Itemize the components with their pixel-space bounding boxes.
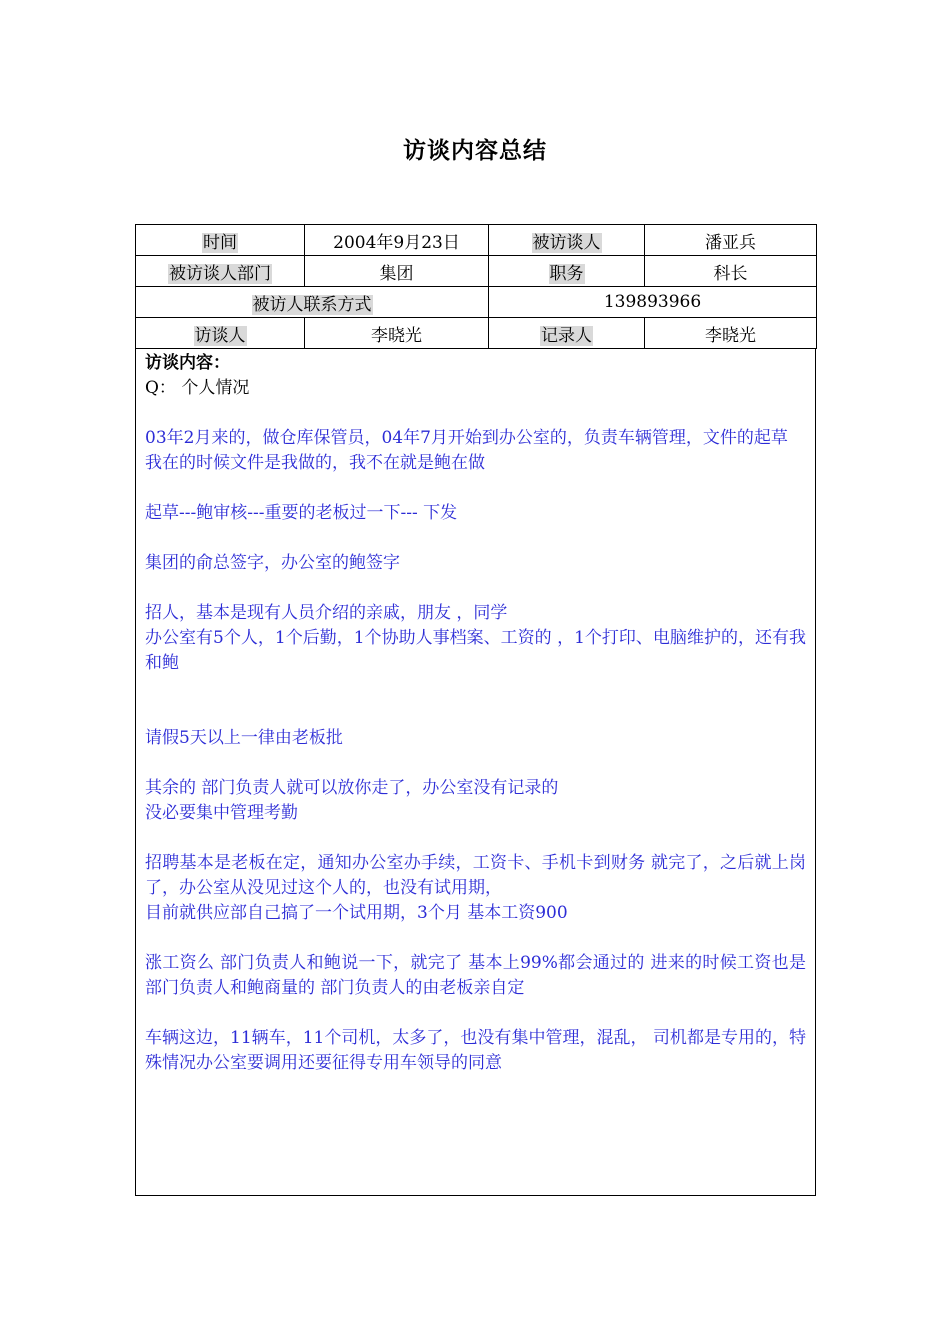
question: Q： 个人情况	[145, 378, 250, 398]
interviewer-value: 李晓光	[305, 318, 489, 349]
interviewer-label-cell	[136, 318, 305, 349]
contact-label: 被访人联系方式	[252, 294, 372, 315]
position-value: 科长	[645, 256, 817, 287]
time-label: 时间	[203, 232, 237, 253]
contact-label-cell	[136, 287, 489, 318]
paragraph: 集团的俞总签字，办公室的鲍签字	[145, 553, 400, 573]
dept-label-cell	[136, 256, 305, 287]
paragraph: 起草---鲍审核---重要的老板过一下--- 下发	[145, 503, 458, 523]
paragraph: 其余的 部门负责人就可以放你走了，办公室没有记录的	[145, 778, 559, 798]
spacer	[145, 1001, 806, 1026]
paragraph: 目前就供应部自己搞了一个试用期，3个月 基本工资900	[145, 903, 568, 923]
recorder-label-cell	[489, 318, 645, 349]
paragraph: 请假5天以上一律由老板批	[145, 728, 343, 748]
position-label-cell	[489, 256, 645, 287]
time-label-cell	[136, 225, 305, 256]
interview-content	[135, 349, 816, 1196]
spacer	[145, 401, 806, 426]
spacer	[145, 701, 806, 726]
spacer	[145, 926, 806, 951]
spacer	[145, 751, 806, 776]
dept-label: 被访谈人部门	[169, 263, 271, 284]
table-row	[136, 225, 817, 256]
interviewee-label: 被访谈人	[532, 232, 601, 253]
paragraph: 没必要集中管理考勤	[145, 803, 298, 823]
paragraph: 涨工资么 部门负责人和鲍说一下，就完了 基本上99%都会通过的 进来的时候工资也是部门负责人和鲍商量的 部门负责人的由老板亲自定	[145, 953, 806, 998]
recorder-value: 李晓光	[645, 318, 817, 349]
paragraph: 车辆这边，11辆车，11个司机，太多了，也没有集中管理，混乱， 司机都是专用的，特殊情况办公室要调用还要征得专用车领导的同意	[145, 1028, 806, 1073]
table-row	[136, 318, 817, 349]
document-title: 访谈内容总结	[403, 137, 547, 164]
time-value: 2004年9月23日	[305, 225, 489, 256]
interviewer-label: 访谈人	[194, 325, 246, 346]
interviewee-label-cell	[489, 225, 645, 256]
table-row	[136, 256, 817, 287]
spacer	[145, 526, 806, 551]
spacer	[145, 676, 806, 701]
paragraph: 我在的时候文件是我做的，我不在就是鲍在做	[145, 453, 485, 473]
content-heading: 访谈内容：	[145, 353, 230, 373]
spacer	[145, 826, 806, 851]
recorder-label: 记录人	[541, 325, 592, 346]
spacer	[145, 476, 806, 501]
paragraph: 招聘基本是老板在定，通知办公室办手续，工资卡、手机卡到财务 就完了，之后就上岗了，办公室从没见过这个人的，也没有试用期，	[145, 853, 806, 898]
table-row	[136, 287, 817, 318]
paragraph: 招人，基本是现有人员介绍的亲戚，朋友 ，同学	[145, 603, 508, 623]
paragraph: 办公室有5个人，1个后勤，1个协助人事档案、工资的 ，1个打印、电脑维护的，还有我和鲍	[145, 628, 806, 673]
interviewee-value: 潘亚兵	[645, 225, 817, 256]
spacer	[145, 576, 806, 601]
dept-value: 集团	[305, 256, 489, 287]
interview-info-table	[135, 224, 817, 349]
paragraph: 03年2月来的，做仓库保管员，04年7月开始到办公室的，负责车辆管理，文件的起草	[145, 428, 788, 448]
contact-value: 139893966	[489, 287, 817, 318]
position-label: 职务	[549, 263, 584, 284]
